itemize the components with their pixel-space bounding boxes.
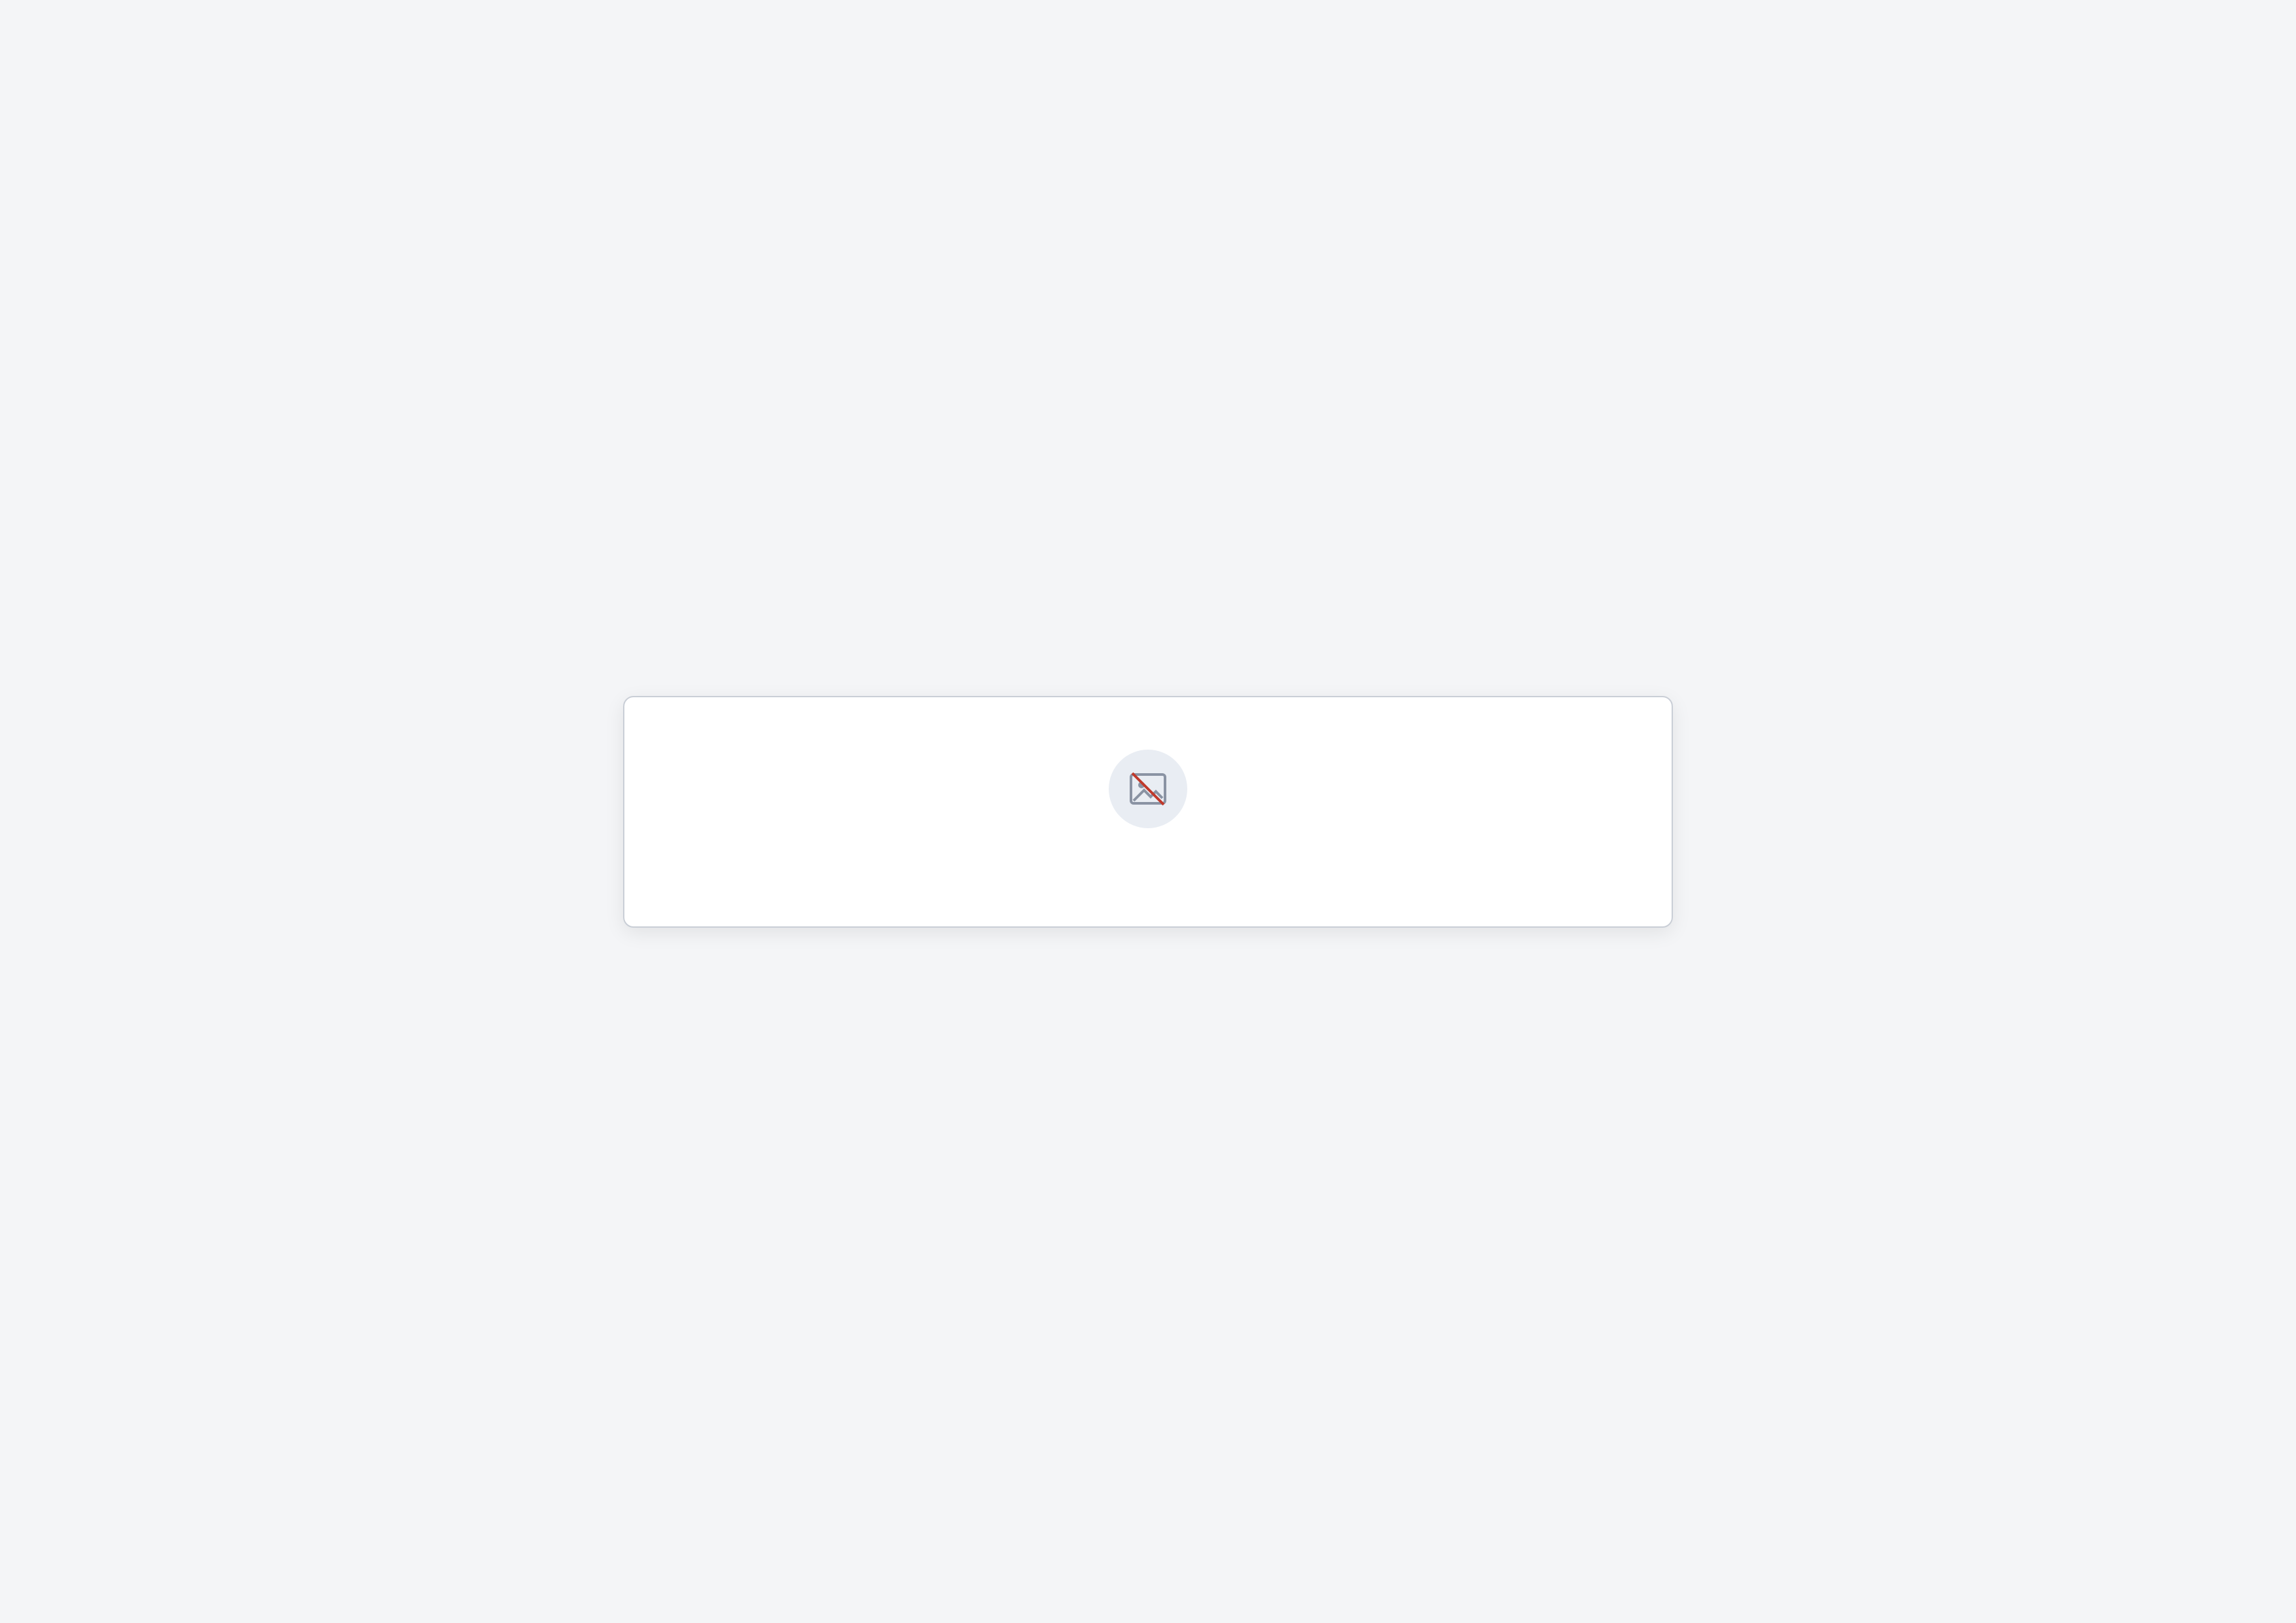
missing-image-notice [623, 696, 1673, 928]
image-missing-icon [1109, 750, 1187, 828]
